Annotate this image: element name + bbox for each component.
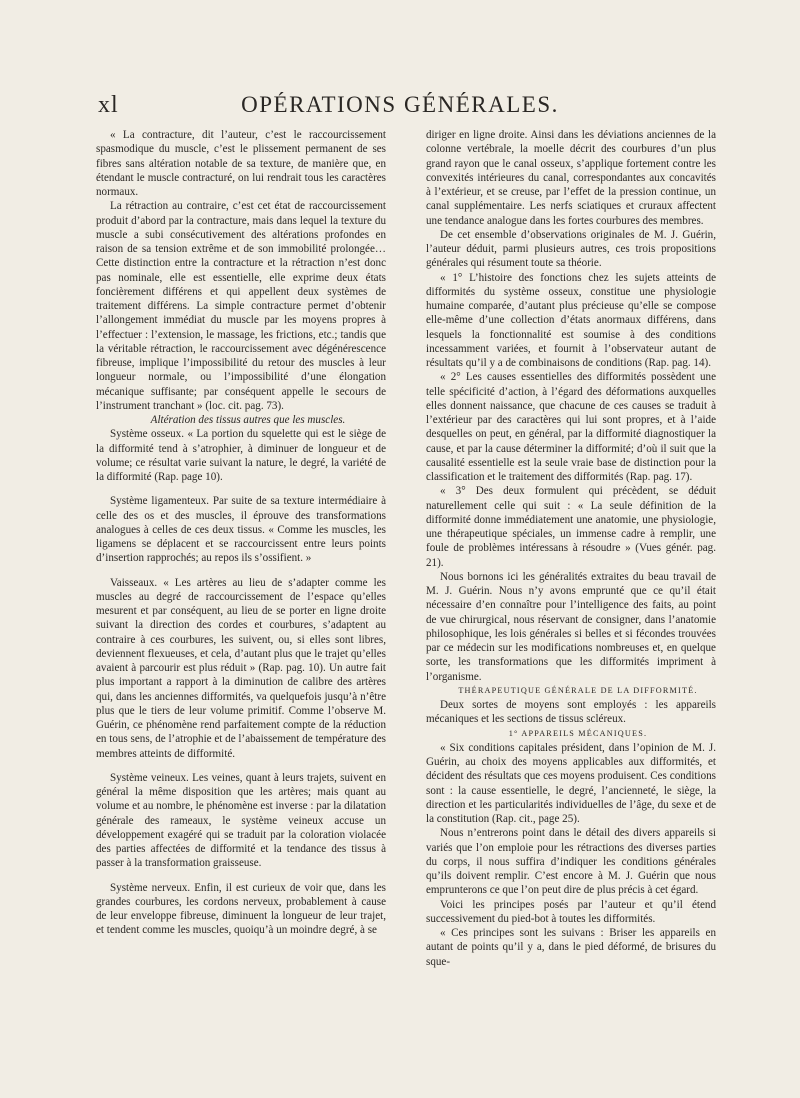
paragraph: De cet ensemble d’observations originales de M. J. Guérin, l’auteur déduit, parmi plusieurs autres, ces trois propositions générales qui résument toute sa théorie. bbox=[426, 228, 716, 270]
paragraph: Nous bornons ici les généralités extraites du beau travail de M. J. Guérin. Nous n’y avons emprunté que ce qu’il était nécessaire d’en connaître pour l’intelligence des faits, au point de vue chirurgical, nous réservant de consigner, dans l’anatomie philosophique, les lois générales si belles et si fécondes trouvées par ce médecin sur les modifications nombreuses et, en quelque sorte, les transformations que les difformités impriment à l’organisme. bbox=[426, 570, 716, 683]
paragraph: « Ces principes sont les suivans : Briser les appareils en autant de points qu’il y a, dans le pied déformé, de brisures du sque- bbox=[426, 927, 716, 968]
paragraph: Système ligamenteux. Par suite de sa texture intermédiaire à celle des os et des muscles, il éprouve des transformations analogues à celles de ces deux tissus. « Comme les muscles, les ligamens se déplacent et se raccourcissent entre leurs points d’insertion rapprochés; au repos ils s’ossifient. » bbox=[96, 495, 386, 565]
section-heading: 1° APPAREILS MÉCANIQUES. bbox=[508, 728, 648, 738]
paragraph: Système osseux. « La portion du squelette qui est le siège de la difformité tend à s’atrophier, à diminuer de longueur et de volume; ce résultat varie suivant la nature, le degré, la variété de la difformité (Rap. page 10). bbox=[96, 428, 386, 483]
page-number: xl bbox=[98, 92, 119, 118]
paragraph: Système veineux. Les veines, quant à leurs trajets, suivent en général la même disposition que les artères; mais quant au volume et au nombre, le phénomène est inverse : par la dilatation générale des rameaux, le système veineux accuse un développement exagéré qui se traduit par la coloration violacée des parties affectées de difformité et la tendance des tissus à passer à la transformation graisseuse. bbox=[96, 771, 386, 870]
paragraph: Deux sortes de moyens sont employés : les appareils mécaniques et les sections de tissus scléreux. bbox=[426, 699, 716, 726]
subheading: Altération des tissus autres que les muscles. bbox=[150, 414, 346, 426]
paragraph: Vaisseaux. « Les artères au lieu de s’adapter comme les muscles au degré de raccourcissement de l’espace qu’elles mesurent et par conséquent, au lieu de se porter en ligne droite suivant la direction des cordes et courbures, s’adaptent au contraire à ces courbures, les suivent, ou, si elles sont libres, deviennent flexueuses, et cela, d’autant plus que le trajet qu’elles avaient à parcourir est plus réduit » (Rap. pag. 10). Un autre fait plus important a rapport à la diminution de calibre des artères qui, dans les anciennes difformités, va quelquefois jusqu’à n’être plus que le tiers de leur volume primitif. Comme l’observe M. Guérin, ce phénomène rend parfaitement compte de la réduction en tous sens, de l’atrophie et de l’abaissement de température des membres atteints de difformité. bbox=[96, 576, 386, 760]
paragraph: « 2° Les causes essentielles des difformités possèdent une telle spécificité d’action, à l’égard des déformations auxquelles elles donnent naissance, que chacune de ces causes se traduit à l’extérieur par des caractères qui lui sont propres, et à l’aide desquelles on peut, en général, par la difformité diagnostiquer la cause, et par la cause déterminer la difformité; d’où il suit que la causalité essentielle est la seule vraie base de distinction pour la classification et le traitement des difformités (Rap. pag. 17). bbox=[426, 371, 716, 483]
running-title: OPÉRATIONS GÉNÉRALES. bbox=[241, 92, 559, 117]
section-heading: THÉRAPEUTIQUE GÉNÉRALE DE LA DIFFORMITÉ. bbox=[458, 685, 698, 695]
right-column bbox=[426, 128, 716, 969]
paragraph: « 3° Des deux formulent qui précèdent, se déduit naturellement celle qui suit : « La seule définition de la difformité donne immédiatement une anatomie, une physiologie, une thérapeutique spéciales, un immense cadre à remplir, une foule de problèmes intéressans à résoudre » (Vues génér. pag. 21). bbox=[426, 485, 716, 569]
paragraph: Nous n’entrerons point dans le détail des divers appareils si variés que l’on emploie pour les rétractions des diverses parties du corps, il nous suffira d’indiquer les conditions générales qu’ils doivent remplir. C’est encore à M. J. Guérin que nous emprunterons ce que l’on peut dire de plus précis à cet égard. bbox=[426, 827, 716, 897]
paragraph: La rétraction au contraire, c’est cet état de raccourcissement produit d’abord par la contracture, mais dans lequel la texture du muscle a subi consécutivement des altérations profondes en raison de sa tension extrême et de son immobilité prolongée… Cette distinction entre la contracture et la rétraction n’est donc pas nominale, elle est essentielle, elle exprime deux états foncièrement différens et qui appellent deux systèmes de traitement différens. La simple contracture permet d’obtenir l’allongement immédiat du muscle par les moyens propres à l’effectuer : l’extension, le massage, les frictions, etc.; tandis que la véritable rétraction, le raccourcissement avec dégénérescence fibreuse, implique l’impossibilité du retour des muscles à leur longueur normale, ou l’impossibilité d’une élongation mécanique suffisante; par conséquent appelle le secours de l’instrument tranchant » (loc. cit. pag. 73). bbox=[96, 200, 386, 412]
paragraph: « 1° L’histoire des fonctions chez les sujets atteints de difformités du système osseux, constitue une physiologie humaine comparée, d’autant plus précieuse qu’elle se compose elle-même d’une collection d’états anormaux différens, dans lesquels la fonctionnalité est soumise à des conditions incessamment variées, et fournit à l’observateur autant de résultats qu’il y a de combinaisons de conditions (Rap. pag. 14). bbox=[426, 271, 716, 369]
paragraph: diriger en ligne droite. Ainsi dans les déviations anciennes de la colonne vertébrale, la moelle décrit des courbures d’un plus grand rayon que le canal osseux, s’applique fortement contre les convexités intérieures du canal, correspondantes aux concavités à l’extérieur, et se creuse, par l’effet de la pression continue, un canal supplémentaire. Les nerfs sciatiques et cruraux affectent une tendance analogue dans les fortes courbures des membres. bbox=[426, 129, 716, 227]
paragraph: Système nerveux. Enfin, il est curieux de voir que, dans les grandes courbures, les cordons nerveux, probablement à cause de leur enveloppe fibreuse, diminuent la longueur de leur trajet, et tendent comme les muscles, quoiqu’à un moindre degré, à se bbox=[96, 881, 386, 937]
paragraph: « La contracture, dit l’auteur, c’est le raccourcissement spasmodique du muscle, c’est le plissement permanent de ses fibres sans altération notable de sa texture, de manière que, en étendant le muscle contracturé, on lui rendrait tous les caractères normaux. bbox=[96, 129, 386, 198]
paragraph: « Six conditions capitales président, dans l’opinion de M. J. Guérin, au choix des moyens applicables aux difformités, et décident des résultats que ces moyens produisent. Ces conditions sont : la cause essentielle, le degré, l’ancienneté, le siège, la direction et les particularités individuelles de l’âge, du sexe et de la constitution (Rap. cit., page 25). bbox=[426, 741, 716, 825]
left-column bbox=[96, 128, 386, 938]
paragraph: Voici les principes posés par l’auteur et qu’il étend successivement du pied-bot à toutes les difformités. bbox=[426, 898, 716, 925]
